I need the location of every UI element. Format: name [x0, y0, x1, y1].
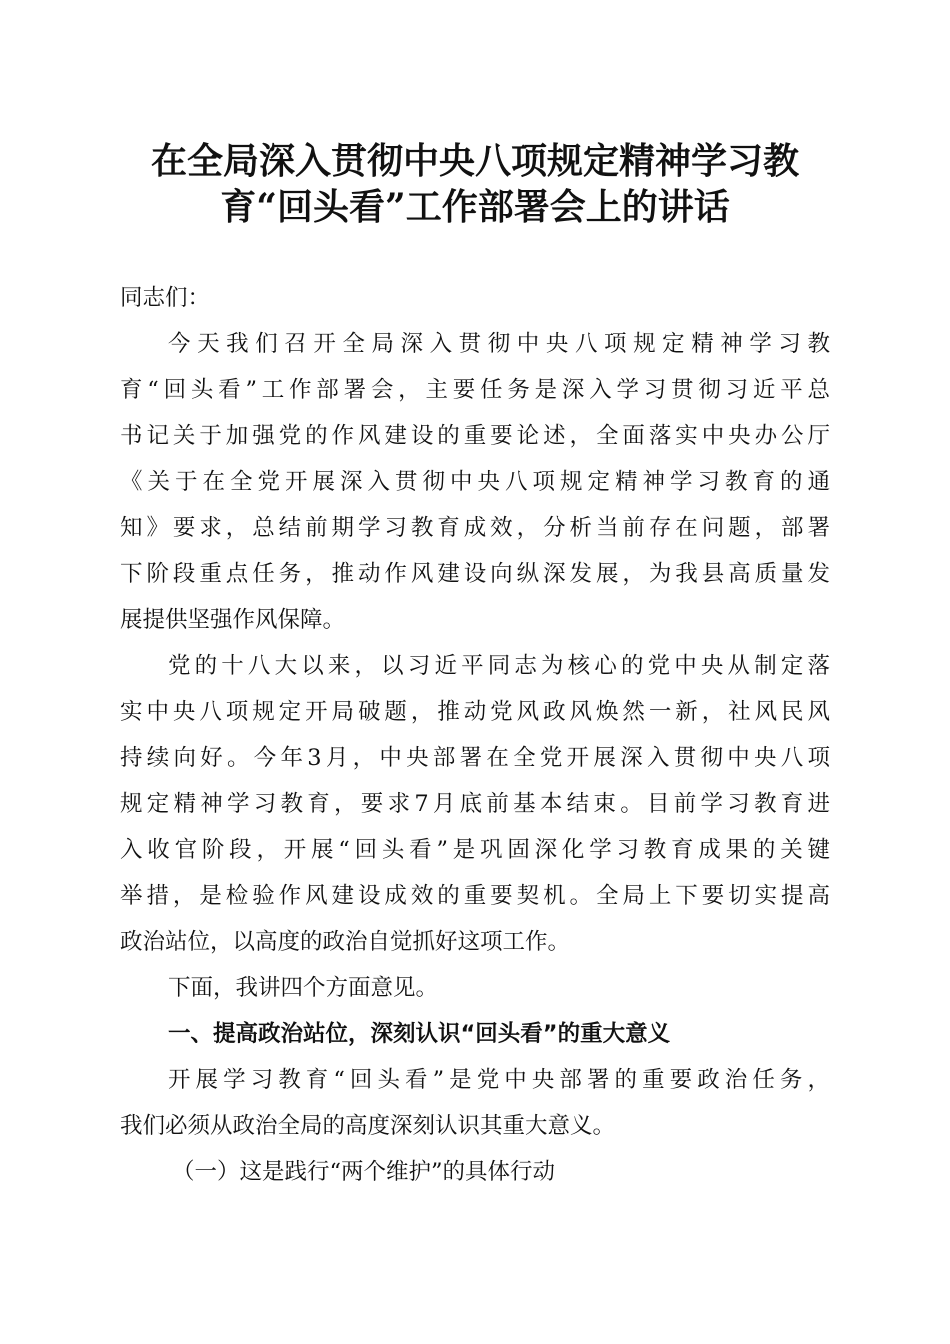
salutation: 同志们：: [120, 285, 211, 311]
paragraph-1-line: 展提供坚强作风保障。: [120, 607, 346, 633]
document-title-line-1: 在全局深入贯彻中央八项规定精神学习教: [150, 140, 799, 182]
subsection-1-heading: （一）这是践行“两个维护”的具体行动: [172, 1159, 556, 1185]
paragraph-2-line: 举措，是检验作风建设成效的重要契机。全局上下要切实提高: [120, 883, 830, 909]
document-title-line-2: 育“回头看”工作部署会上的讲话: [220, 186, 730, 228]
paragraph-2-line: 持续向好。今年3月，中央部署在全党开展深入贯彻中央八项: [120, 745, 830, 771]
paragraph-1-line: 《关于在全党开展深入贯彻中央八项规定精神学习教育的通: [120, 469, 830, 495]
paragraph-2-line: 入收官阶段，开展“回头看”是巩固深化学习教育成果的关键: [120, 837, 830, 863]
paragraph-1-line: 今天我们召开全局深入贯彻中央八项规定精神学习教: [168, 331, 830, 357]
paragraph-1-line: 育“回头看”工作部署会，主要任务是深入学习贯彻习近平总: [120, 377, 830, 403]
paragraph-2-line: 政治站位，以高度的政治自觉抓好这项工作。: [120, 929, 571, 955]
paragraph-2-line: 党的十八大以来，以习近平同志为核心的党中央从制定落: [168, 653, 830, 679]
paragraph-4-line: 我们必须从政治全局的高度深刻认识其重大意义。: [120, 1113, 616, 1139]
paragraph-2-line: 规定精神学习教育，要求7月底前基本结束。目前学习教育进: [120, 791, 830, 817]
paragraph-3: 下面，我讲四个方面意见。: [168, 975, 439, 1001]
paragraph-1-line: 下阶段重点任务，推动作风建设向纵深发展，为我县高质量发: [120, 561, 830, 587]
paragraph-1-line: 书记关于加强党的作风建设的重要论述，全面落实中央办公厅: [120, 423, 830, 449]
paragraph-2-line: 实中央八项规定开局破题，推动党风政风焕然一新，社风民风: [120, 699, 830, 725]
section-1-heading: 一、提高政治站位，深刻认识“回头看”的重大意义: [168, 1021, 671, 1047]
paragraph-4-line: 开展学习教育“回头看”是党中央部署的重要政治任务，: [168, 1067, 830, 1093]
paragraph-1-line: 知》要求，总结前期学习教育成效，分析当前存在问题，部署: [120, 515, 830, 541]
